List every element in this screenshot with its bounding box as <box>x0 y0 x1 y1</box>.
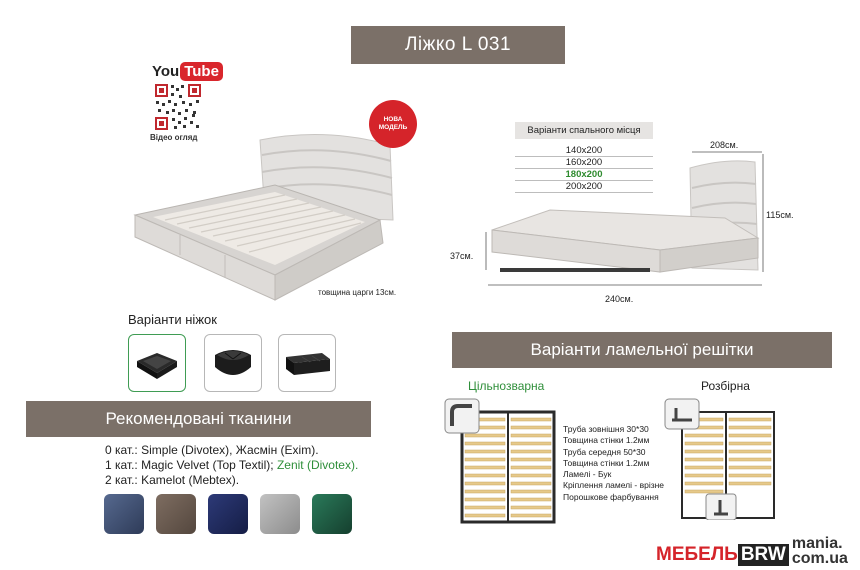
badge-line-2: МОДЕЛЬ <box>378 124 408 131</box>
lamella-option-welded[interactable]: Цільнозварна <box>468 379 545 393</box>
leg-rectangular-icon <box>282 343 332 383</box>
youtube-logo[interactable] <box>152 62 223 81</box>
dimension-width: 208см. <box>710 140 739 150</box>
bed-dimension-drawing <box>480 140 780 295</box>
size-option-140[interactable]: 140x200 <box>515 145 653 157</box>
fabrics-heading: Рекомендовані тканини <box>26 401 371 437</box>
leg-rounded-icon <box>209 341 257 385</box>
spec-line-7: Порошкове фарбування <box>563 491 659 502</box>
size-option-200[interactable]: 200x200 <box>515 181 653 193</box>
new-model-badge <box>369 100 417 148</box>
logo-part-mebel: МЕБЕЛЬ <box>656 544 738 565</box>
size-option-180[interactable]: 180x200 <box>515 169 653 181</box>
leg-option-2[interactable] <box>204 334 262 392</box>
frame-thickness-note: товщина царги 13см. <box>318 288 397 297</box>
fabric-swatch-2[interactable] <box>156 494 196 534</box>
dimension-height: 115см. <box>766 210 794 220</box>
qr-code-icon[interactable] <box>154 83 202 131</box>
video-review-caption: Відео огляд <box>150 133 198 142</box>
lamella-heading: Варіанти ламельної решітки <box>452 332 832 368</box>
dimension-side-height: 37см. <box>450 251 474 261</box>
spec-line-4: Товщина стінки 1.2мм <box>563 457 650 468</box>
leg-square-icon <box>133 343 181 383</box>
spec-line-2: Товщина стінки 1.2мм <box>563 435 650 446</box>
spec-line-3: Труба середня 50*30 <box>563 446 646 457</box>
dimension-length: 240см. <box>605 294 634 304</box>
fabric-cat-1 <box>105 458 358 472</box>
lamella-specs <box>563 424 664 503</box>
size-option-160[interactable]: 160x200 <box>515 157 653 169</box>
fabric-swatch-3[interactable] <box>208 494 248 534</box>
leg-option-3[interactable] <box>278 334 336 392</box>
spec-line-1: Труба зовнішня 30*30 <box>563 424 649 434</box>
lamella-option-collapsible[interactable]: Розбірна <box>701 379 750 393</box>
fabric-cat-0: 0 кат.: Simple (Divotex), Жасмін (Exim). <box>105 443 319 457</box>
logo-part-domain: com.ua <box>791 550 848 567</box>
fabric-swatch-1[interactable] <box>104 494 144 534</box>
spec-line-5: Ламелі - Бук <box>563 469 612 480</box>
page-title: Ліжко L 031 <box>351 26 565 64</box>
fabric-swatch-5[interactable] <box>312 494 352 534</box>
fabric-cat-1-main: 1 кат.: Magic Velvet (Top Textil); <box>105 458 277 472</box>
fabric-cat-2: 2 кат.: Kamelot (Mebtex). <box>105 473 240 487</box>
collapsible-lamella-image <box>664 398 776 520</box>
store-logo[interactable] <box>656 536 848 566</box>
fabric-swatch-4[interactable] <box>260 494 300 534</box>
logo-part-mania: mania. <box>791 535 843 552</box>
youtube-you: You <box>152 63 180 80</box>
youtube-tube: Tube <box>180 62 223 81</box>
badge-line-1: НОВА <box>383 116 403 123</box>
fabric-cat-1-zenit: Zenit (Divotex). <box>276 458 359 472</box>
welded-lamella-image <box>444 398 559 526</box>
leg-option-1[interactable] <box>128 334 186 392</box>
sleeping-place-header: Варіанти спального місця <box>515 122 653 139</box>
logo-part-brw: BRW <box>738 544 789 566</box>
legs-heading: Варіанти ніжок <box>128 312 217 327</box>
bed-main-image <box>125 125 415 305</box>
spec-line-6: Кріплення ламелі - врізне <box>563 480 665 491</box>
